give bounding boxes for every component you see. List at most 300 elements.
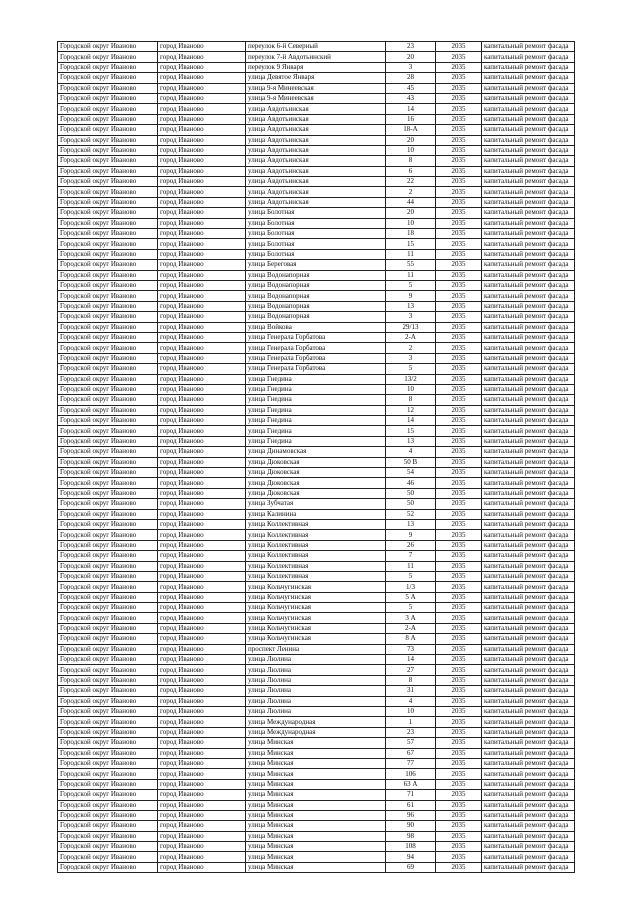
year-cell: 2035 xyxy=(436,312,482,322)
work-type-cell: капитальный ремонт фасада xyxy=(482,332,575,342)
settlement-cell: город Иваново xyxy=(158,42,246,52)
year-cell: 2035 xyxy=(436,530,482,540)
work-type-cell: капитальный ремонт фасада xyxy=(482,312,575,322)
municipality-cell: Городской округ Иваново xyxy=(58,384,158,394)
work-type-cell: капитальный ремонт фасада xyxy=(482,519,575,529)
table-row xyxy=(58,364,575,374)
house-number-cell: 8 А xyxy=(386,634,436,644)
street-cell: улица Минская xyxy=(246,852,386,862)
street-cell: улица Авдотьинская xyxy=(246,177,386,187)
year-cell: 2035 xyxy=(436,280,482,290)
street-cell: улица Авдотьинская xyxy=(246,125,386,135)
settlement-cell: город Иваново xyxy=(158,332,246,342)
work-type-cell: капитальный ремонт фасада xyxy=(482,73,575,83)
street-cell: улица Девятое Января xyxy=(246,73,386,83)
table-row xyxy=(58,457,575,467)
table-row xyxy=(58,644,575,654)
settlement-cell: город Иваново xyxy=(158,499,246,509)
municipality-cell: Городской округ Иваново xyxy=(58,758,158,768)
street-cell: переулок 7-й Авдотьинский xyxy=(246,52,386,62)
house-number-cell: 23 xyxy=(386,727,436,737)
house-number-cell: 106 xyxy=(386,769,436,779)
year-cell: 2035 xyxy=(436,322,482,332)
street-cell: улица Генерала Горбатова xyxy=(246,332,386,342)
house-number-cell: 5 xyxy=(386,603,436,613)
municipality-cell: Городской округ Иваново xyxy=(58,343,158,353)
municipality-cell: Городской округ Иваново xyxy=(58,405,158,415)
settlement-cell: город Иваново xyxy=(158,519,246,529)
street-cell: проспект Ленина xyxy=(246,644,386,654)
street-cell: улица Гнедина xyxy=(246,405,386,415)
house-number-cell: 63 А xyxy=(386,779,436,789)
table-row xyxy=(58,779,575,789)
table-row xyxy=(58,478,575,488)
year-cell: 2035 xyxy=(436,384,482,394)
municipality-cell: Городской округ Иваново xyxy=(58,426,158,436)
street-cell: улица Гнедина xyxy=(246,426,386,436)
street-cell: улица Люлина xyxy=(246,665,386,675)
settlement-cell: город Иваново xyxy=(158,509,246,519)
street-cell: улица Коллективная xyxy=(246,540,386,550)
year-cell: 2035 xyxy=(436,603,482,613)
street-cell: улица Дюковская xyxy=(246,468,386,478)
house-number-cell: 20 xyxy=(386,208,436,218)
street-cell: улица Болотная xyxy=(246,229,386,239)
table-row xyxy=(58,177,575,187)
table-row xyxy=(58,229,575,239)
street-cell: улица Международная xyxy=(246,717,386,727)
table-row xyxy=(58,582,575,592)
municipality-cell: Городской округ Иваново xyxy=(58,655,158,665)
work-type-cell: капитальный ремонт фасада xyxy=(482,790,575,800)
municipality-cell: Городской округ Иваново xyxy=(58,831,158,841)
table-row xyxy=(58,312,575,322)
house-number-cell: 57 xyxy=(386,738,436,748)
municipality-cell: Городской округ Иваново xyxy=(58,468,158,478)
year-cell: 2035 xyxy=(436,249,482,259)
street-cell: улица Международная xyxy=(246,727,386,737)
year-cell: 2035 xyxy=(436,582,482,592)
year-cell: 2035 xyxy=(436,218,482,228)
settlement-cell: город Иваново xyxy=(158,727,246,737)
street-cell: улица Авдотьинская xyxy=(246,135,386,145)
year-cell: 2035 xyxy=(436,509,482,519)
table-row xyxy=(58,416,575,426)
street-cell: улица Дюковская xyxy=(246,488,386,498)
year-cell: 2035 xyxy=(436,343,482,353)
work-type-cell: капитальный ремонт фасада xyxy=(482,239,575,249)
house-number-cell: 10 xyxy=(386,145,436,155)
street-cell: улица Водонапорная xyxy=(246,291,386,301)
settlement-cell: город Иваново xyxy=(158,156,246,166)
table-row xyxy=(58,343,575,353)
settlement-cell: город Иваново xyxy=(158,322,246,332)
table-row xyxy=(58,468,575,478)
work-type-cell: капитальный ремонт фасада xyxy=(482,821,575,831)
street-cell: улица Болотная xyxy=(246,218,386,228)
table-row xyxy=(58,686,575,696)
street-cell: улица Коллективная xyxy=(246,519,386,529)
house-number-cell: 2 xyxy=(386,187,436,197)
year-cell: 2035 xyxy=(436,145,482,155)
street-cell: переулок 6-й Северный xyxy=(246,42,386,52)
year-cell: 2035 xyxy=(436,135,482,145)
table-row xyxy=(58,592,575,602)
work-type-cell: капитальный ремонт фасада xyxy=(482,842,575,852)
municipality-cell: Городской округ Иваново xyxy=(58,353,158,363)
street-cell: улица Люлина xyxy=(246,675,386,685)
year-cell: 2035 xyxy=(436,675,482,685)
table-row xyxy=(58,540,575,550)
municipality-cell: Городской округ Иваново xyxy=(58,810,158,820)
work-type-cell: капитальный ремонт фасада xyxy=(482,280,575,290)
street-cell: улица Коллективная xyxy=(246,561,386,571)
house-number-cell: 50 В xyxy=(386,457,436,467)
year-cell: 2035 xyxy=(436,571,482,581)
municipality-cell: Городской округ Иваново xyxy=(58,270,158,280)
work-type-cell: капитальный ремонт фасада xyxy=(482,603,575,613)
work-type-cell: капитальный ремонт фасада xyxy=(482,457,575,467)
table-row xyxy=(58,748,575,758)
year-cell: 2035 xyxy=(436,644,482,654)
year-cell: 2035 xyxy=(436,416,482,426)
year-cell: 2035 xyxy=(436,613,482,623)
house-number-cell: 20 xyxy=(386,52,436,62)
house-number-cell: 27 xyxy=(386,665,436,675)
work-type-cell: капитальный ремонт фасада xyxy=(482,125,575,135)
table-row xyxy=(58,561,575,571)
work-type-cell: капитальный ремонт фасада xyxy=(482,509,575,519)
table-row xyxy=(58,758,575,768)
work-type-cell: капитальный ремонт фасада xyxy=(482,748,575,758)
municipality-cell: Городской округ Иваново xyxy=(58,301,158,311)
settlement-cell: город Иваново xyxy=(158,707,246,717)
work-type-cell: капитальный ремонт фасада xyxy=(482,707,575,717)
house-number-cell: 61 xyxy=(386,800,436,810)
year-cell: 2035 xyxy=(436,790,482,800)
municipality-cell: Городской округ Иваново xyxy=(58,769,158,779)
table-row xyxy=(58,93,575,103)
work-type-cell: капитальный ремонт фасада xyxy=(482,831,575,841)
table-row xyxy=(58,852,575,862)
settlement-cell: город Иваново xyxy=(158,52,246,62)
municipality-cell: Городской округ Иваново xyxy=(58,156,158,166)
municipality-cell: Городской округ Иваново xyxy=(58,821,158,831)
year-cell: 2035 xyxy=(436,197,482,207)
work-type-cell: капитальный ремонт фасада xyxy=(482,343,575,353)
work-type-cell: капитальный ремонт фасада xyxy=(482,249,575,259)
municipality-cell: Городской округ Иваново xyxy=(58,717,158,727)
settlement-cell: город Иваново xyxy=(158,468,246,478)
municipality-cell: Городской округ Иваново xyxy=(58,686,158,696)
street-cell: улица Гнедина xyxy=(246,374,386,384)
house-number-cell: 10 xyxy=(386,384,436,394)
settlement-cell: город Иваново xyxy=(158,270,246,280)
house-number-cell: 6 xyxy=(386,166,436,176)
house-number-cell: 13 xyxy=(386,436,436,446)
settlement-cell: город Иваново xyxy=(158,738,246,748)
table-row xyxy=(58,104,575,114)
work-type-cell: капитальный ремонт фасада xyxy=(482,208,575,218)
year-cell: 2035 xyxy=(436,166,482,176)
table-row xyxy=(58,499,575,509)
year-cell: 2035 xyxy=(436,758,482,768)
work-type-cell: капитальный ремонт фасада xyxy=(482,405,575,415)
work-type-cell: капитальный ремонт фасада xyxy=(482,561,575,571)
settlement-cell: город Иваново xyxy=(158,125,246,135)
street-cell: улица Болотная xyxy=(246,249,386,259)
street-cell: улица Кольчугинская xyxy=(246,603,386,613)
year-cell: 2035 xyxy=(436,353,482,363)
house-number-cell: 14 xyxy=(386,416,436,426)
house-number-cell: 73 xyxy=(386,644,436,654)
house-number-cell: 108 xyxy=(386,842,436,852)
work-type-cell: капитальный ремонт фасада xyxy=(482,571,575,581)
work-type-cell: капитальный ремонт фасада xyxy=(482,426,575,436)
municipality-cell: Городской округ Иваново xyxy=(58,42,158,52)
municipality-cell: Городской округ Иваново xyxy=(58,603,158,613)
work-type-cell: капитальный ремонт фасада xyxy=(482,104,575,114)
settlement-cell: город Иваново xyxy=(158,447,246,457)
street-cell: улица Водонапорная xyxy=(246,280,386,290)
year-cell: 2035 xyxy=(436,52,482,62)
work-type-cell: капитальный ремонт фасада xyxy=(482,218,575,228)
house-number-cell: 15 xyxy=(386,426,436,436)
house-number-cell: 9 xyxy=(386,530,436,540)
settlement-cell: город Иваново xyxy=(158,810,246,820)
municipality-cell: Городской округ Иваново xyxy=(58,738,158,748)
house-number-cell: 67 xyxy=(386,748,436,758)
house-number-cell: 96 xyxy=(386,810,436,820)
year-cell: 2035 xyxy=(436,125,482,135)
table-row xyxy=(58,62,575,72)
municipality-cell: Городской округ Иваново xyxy=(58,790,158,800)
settlement-cell: город Иваново xyxy=(158,644,246,654)
street-cell: улица 9-я Минеевская xyxy=(246,83,386,93)
year-cell: 2035 xyxy=(436,42,482,52)
work-type-cell: капитальный ремонт фасада xyxy=(482,364,575,374)
table-row xyxy=(58,603,575,613)
year-cell: 2035 xyxy=(436,665,482,675)
municipality-cell: Городской округ Иваново xyxy=(58,416,158,426)
street-cell: улица Динамовская xyxy=(246,447,386,457)
year-cell: 2035 xyxy=(436,862,482,872)
table-row xyxy=(58,405,575,415)
table-row xyxy=(58,613,575,623)
street-cell: улица Кольчугинская xyxy=(246,592,386,602)
work-type-cell: капитальный ремонт фасада xyxy=(482,634,575,644)
municipality-cell: Городской округ Иваново xyxy=(58,561,158,571)
year-cell: 2035 xyxy=(436,405,482,415)
settlement-cell: город Иваново xyxy=(158,145,246,155)
settlement-cell: город Иваново xyxy=(158,790,246,800)
settlement-cell: город Иваново xyxy=(158,613,246,623)
municipality-cell: Городской округ Иваново xyxy=(58,457,158,467)
street-cell: улица Минская xyxy=(246,738,386,748)
municipality-cell: Городской округ Иваново xyxy=(58,530,158,540)
street-cell: переулок 9 Января xyxy=(246,62,386,72)
street-cell: улица Генерала Горбатова xyxy=(246,353,386,363)
settlement-cell: город Иваново xyxy=(158,821,246,831)
street-cell: улица Болотная xyxy=(246,239,386,249)
work-type-cell: капитальный ремонт фасада xyxy=(482,478,575,488)
street-cell: улица Авдотьинская xyxy=(246,114,386,124)
table-row xyxy=(58,197,575,207)
house-number-cell: 5 xyxy=(386,364,436,374)
settlement-cell: город Иваново xyxy=(158,395,246,405)
house-number-cell: 55 xyxy=(386,260,436,270)
settlement-cell: город Иваново xyxy=(158,93,246,103)
work-type-cell: капитальный ремонт фасада xyxy=(482,416,575,426)
house-number-cell: 20 xyxy=(386,135,436,145)
street-cell: улица Гнедина xyxy=(246,416,386,426)
table-row xyxy=(58,810,575,820)
table-row xyxy=(58,519,575,529)
street-cell: улица Коллективная xyxy=(246,530,386,540)
table-row xyxy=(58,488,575,498)
street-cell: улица Авдотьинская xyxy=(246,197,386,207)
work-type-cell: капитальный ремонт фасада xyxy=(482,800,575,810)
house-number-cell: 11 xyxy=(386,249,436,259)
house-number-cell: 3 xyxy=(386,353,436,363)
house-number-cell: 11 xyxy=(386,270,436,280)
register-table-body xyxy=(58,42,575,873)
house-number-cell: 7 xyxy=(386,551,436,561)
municipality-cell: Городской округ Иваново xyxy=(58,571,158,581)
settlement-cell: город Иваново xyxy=(158,852,246,862)
settlement-cell: город Иваново xyxy=(158,758,246,768)
table-row xyxy=(58,187,575,197)
table-row xyxy=(58,239,575,249)
table-row xyxy=(58,384,575,394)
municipality-cell: Городской округ Иваново xyxy=(58,280,158,290)
municipality-cell: Городской округ Иваново xyxy=(58,114,158,124)
settlement-cell: город Иваново xyxy=(158,696,246,706)
work-type-cell: капитальный ремонт фасада xyxy=(482,197,575,207)
table-row xyxy=(58,634,575,644)
year-cell: 2035 xyxy=(436,62,482,72)
settlement-cell: город Иваново xyxy=(158,135,246,145)
settlement-cell: город Иваново xyxy=(158,748,246,758)
year-cell: 2035 xyxy=(436,717,482,727)
year-cell: 2035 xyxy=(436,395,482,405)
work-type-cell: капитальный ремонт фасада xyxy=(482,229,575,239)
table-row xyxy=(58,395,575,405)
house-number-cell: 31 xyxy=(386,686,436,696)
settlement-cell: город Иваново xyxy=(158,488,246,498)
municipality-cell: Городской округ Иваново xyxy=(58,592,158,602)
table-row xyxy=(58,821,575,831)
municipality-cell: Городской округ Иваново xyxy=(58,187,158,197)
municipality-cell: Городской округ Иваново xyxy=(58,208,158,218)
work-type-cell: капитальный ремонт фасада xyxy=(482,717,575,727)
table-row xyxy=(58,114,575,124)
settlement-cell: город Иваново xyxy=(158,291,246,301)
year-cell: 2035 xyxy=(436,623,482,633)
municipality-cell: Городской округ Иваново xyxy=(58,73,158,83)
municipality-cell: Городской округ Иваново xyxy=(58,551,158,561)
work-type-cell: капитальный ремонт фасада xyxy=(482,177,575,187)
street-cell: улица Минская xyxy=(246,758,386,768)
year-cell: 2035 xyxy=(436,800,482,810)
year-cell: 2035 xyxy=(436,177,482,187)
house-number-cell: 2 xyxy=(386,343,436,353)
table-row xyxy=(58,769,575,779)
year-cell: 2035 xyxy=(436,686,482,696)
street-cell: улица Минская xyxy=(246,862,386,872)
settlement-cell: город Иваново xyxy=(158,374,246,384)
settlement-cell: город Иваново xyxy=(158,197,246,207)
municipality-cell: Городской округ Иваново xyxy=(58,125,158,135)
municipality-cell: Городской округ Иваново xyxy=(58,644,158,654)
street-cell: улица Водонапорная xyxy=(246,301,386,311)
settlement-cell: город Иваново xyxy=(158,634,246,644)
municipality-cell: Городской округ Иваново xyxy=(58,260,158,270)
table-row xyxy=(58,707,575,717)
settlement-cell: город Иваново xyxy=(158,769,246,779)
work-type-cell: капитальный ремонт фасада xyxy=(482,779,575,789)
work-type-cell: капитальный ремонт фасада xyxy=(482,540,575,550)
house-number-cell: 16 xyxy=(386,114,436,124)
table-row xyxy=(58,738,575,748)
table-row xyxy=(58,675,575,685)
settlement-cell: город Иваново xyxy=(158,862,246,872)
house-number-cell: 3 xyxy=(386,312,436,322)
year-cell: 2035 xyxy=(436,104,482,114)
house-number-cell: 8 xyxy=(386,395,436,405)
settlement-cell: город Иваново xyxy=(158,114,246,124)
municipality-cell: Городской округ Иваново xyxy=(58,52,158,62)
house-number-cell: 71 xyxy=(386,790,436,800)
house-number-cell: 10 xyxy=(386,218,436,228)
table-row xyxy=(58,73,575,83)
year-cell: 2035 xyxy=(436,364,482,374)
year-cell: 2035 xyxy=(436,707,482,717)
municipality-cell: Городской округ Иваново xyxy=(58,364,158,374)
table-row xyxy=(58,145,575,155)
settlement-cell: город Иваново xyxy=(158,655,246,665)
street-cell: улица Минская xyxy=(246,779,386,789)
municipality-cell: Городской округ Иваново xyxy=(58,177,158,187)
settlement-cell: город Иваново xyxy=(158,62,246,72)
municipality-cell: Городской округ Иваново xyxy=(58,291,158,301)
municipality-cell: Городской округ Иваново xyxy=(58,145,158,155)
work-type-cell: капитальный ремонт фасада xyxy=(482,384,575,394)
street-cell: улица Минская xyxy=(246,748,386,758)
house-number-cell: 13 xyxy=(386,301,436,311)
work-type-cell: капитальный ремонт фасада xyxy=(482,353,575,363)
municipality-cell: Городской округ Иваново xyxy=(58,166,158,176)
house-number-cell: 18 xyxy=(386,229,436,239)
table-row xyxy=(58,125,575,135)
work-type-cell: капитальный ремонт фасада xyxy=(482,623,575,633)
municipality-cell: Городской округ Иваново xyxy=(58,540,158,550)
municipality-cell: Городской округ Иваново xyxy=(58,197,158,207)
house-number-cell: 5 xyxy=(386,280,436,290)
year-cell: 2035 xyxy=(436,239,482,249)
table-row xyxy=(58,374,575,384)
work-type-cell: капитальный ремонт фасада xyxy=(482,270,575,280)
year-cell: 2035 xyxy=(436,779,482,789)
municipality-cell: Городской округ Иваново xyxy=(58,312,158,322)
work-type-cell: капитальный ремонт фасада xyxy=(482,395,575,405)
house-number-cell: 5 А xyxy=(386,592,436,602)
table-row xyxy=(58,842,575,852)
settlement-cell: город Иваново xyxy=(158,312,246,322)
street-cell: улица Минская xyxy=(246,842,386,852)
municipality-cell: Городской округ Иваново xyxy=(58,218,158,228)
settlement-cell: город Иваново xyxy=(158,831,246,841)
